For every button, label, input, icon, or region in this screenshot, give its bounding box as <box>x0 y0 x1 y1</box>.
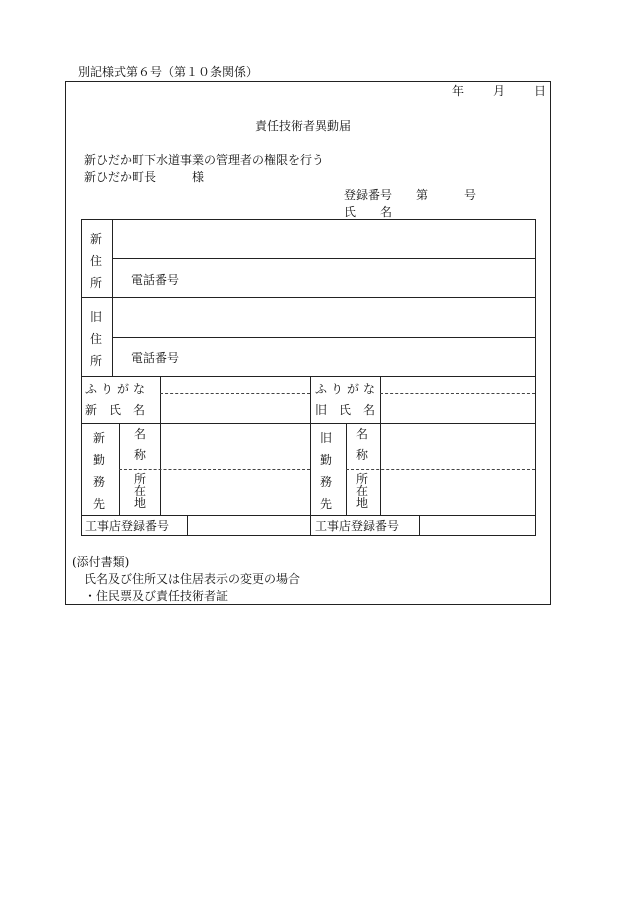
old-workplace-location-label: 所在地 <box>355 472 368 510</box>
old-furigana-dashed-line <box>380 393 535 394</box>
workplace-contractor-divider <box>81 515 536 516</box>
old-workplace-label: 旧勤務先 <box>319 431 332 511</box>
new-contractor-divider <box>187 515 188 535</box>
table-bottom-border <box>81 535 536 536</box>
new-workplace-location-label: 所在地 <box>133 472 146 510</box>
addressee-line2: 新ひだか町長 様 <box>84 170 205 184</box>
attachments-line2: ・住民票及び責任技術者証 <box>84 589 229 603</box>
old-phone-label: 電話番号 <box>131 351 180 365</box>
new-address-divider <box>112 258 536 259</box>
address-label-divider <box>112 219 113 376</box>
attachments-line1: 氏名及び住所又は住居表示の変更の場合 <box>84 572 301 586</box>
date-day-label: 日 <box>534 84 547 98</box>
new-furigana-dashed-line <box>160 393 310 394</box>
new-name-label: 新 氏 名 <box>85 403 146 417</box>
attachments-heading: (添付書類) <box>72 555 130 569</box>
date-year-label: 年 <box>452 84 465 98</box>
new-furigana-label: ふりがな <box>85 382 150 396</box>
old-address-label: 旧住所 <box>89 310 102 368</box>
form-number: 別記様式第６号（第１０条関係） <box>78 65 259 79</box>
old-address-divider <box>112 337 536 338</box>
registration-number-label: 登録番号 第 号 <box>344 188 477 202</box>
address-name-divider <box>81 376 536 377</box>
new-phone-label: 電話番号 <box>131 273 180 287</box>
table-right-border <box>535 219 536 535</box>
new-contractor-reg-label: 工事店登録番号 <box>85 519 170 533</box>
table-left-border <box>81 219 82 535</box>
address-section-divider <box>81 297 536 298</box>
old-workplace-dashed-line <box>346 469 535 470</box>
page-title: 責任技術者異動届 <box>255 119 352 133</box>
old-workplace-name-label: 名称 <box>355 427 368 462</box>
table-top-border <box>81 219 536 220</box>
old-name-label-divider <box>380 376 381 423</box>
new-workplace-name-label: 名称 <box>133 427 146 462</box>
new-workplace-dashed-line <box>119 469 310 470</box>
name-workplace-divider <box>81 423 536 424</box>
date-month-label: 月 <box>493 84 506 98</box>
center-column-divider <box>310 376 311 535</box>
old-contractor-divider <box>419 515 420 535</box>
addressee-line1: 新ひだか町下水道事業の管理者の権限を行う <box>84 153 325 167</box>
old-furigana-label: ふりがな <box>315 382 380 396</box>
old-name-label: 旧 氏 名 <box>315 403 376 417</box>
new-address-label: 新住所 <box>89 232 102 290</box>
new-name-label-divider <box>160 376 161 423</box>
new-workplace-label: 新勤務先 <box>92 431 105 511</box>
old-contractor-reg-label: 工事店登録番号 <box>315 519 400 533</box>
applicant-name-label: 氏 名 <box>344 205 393 219</box>
